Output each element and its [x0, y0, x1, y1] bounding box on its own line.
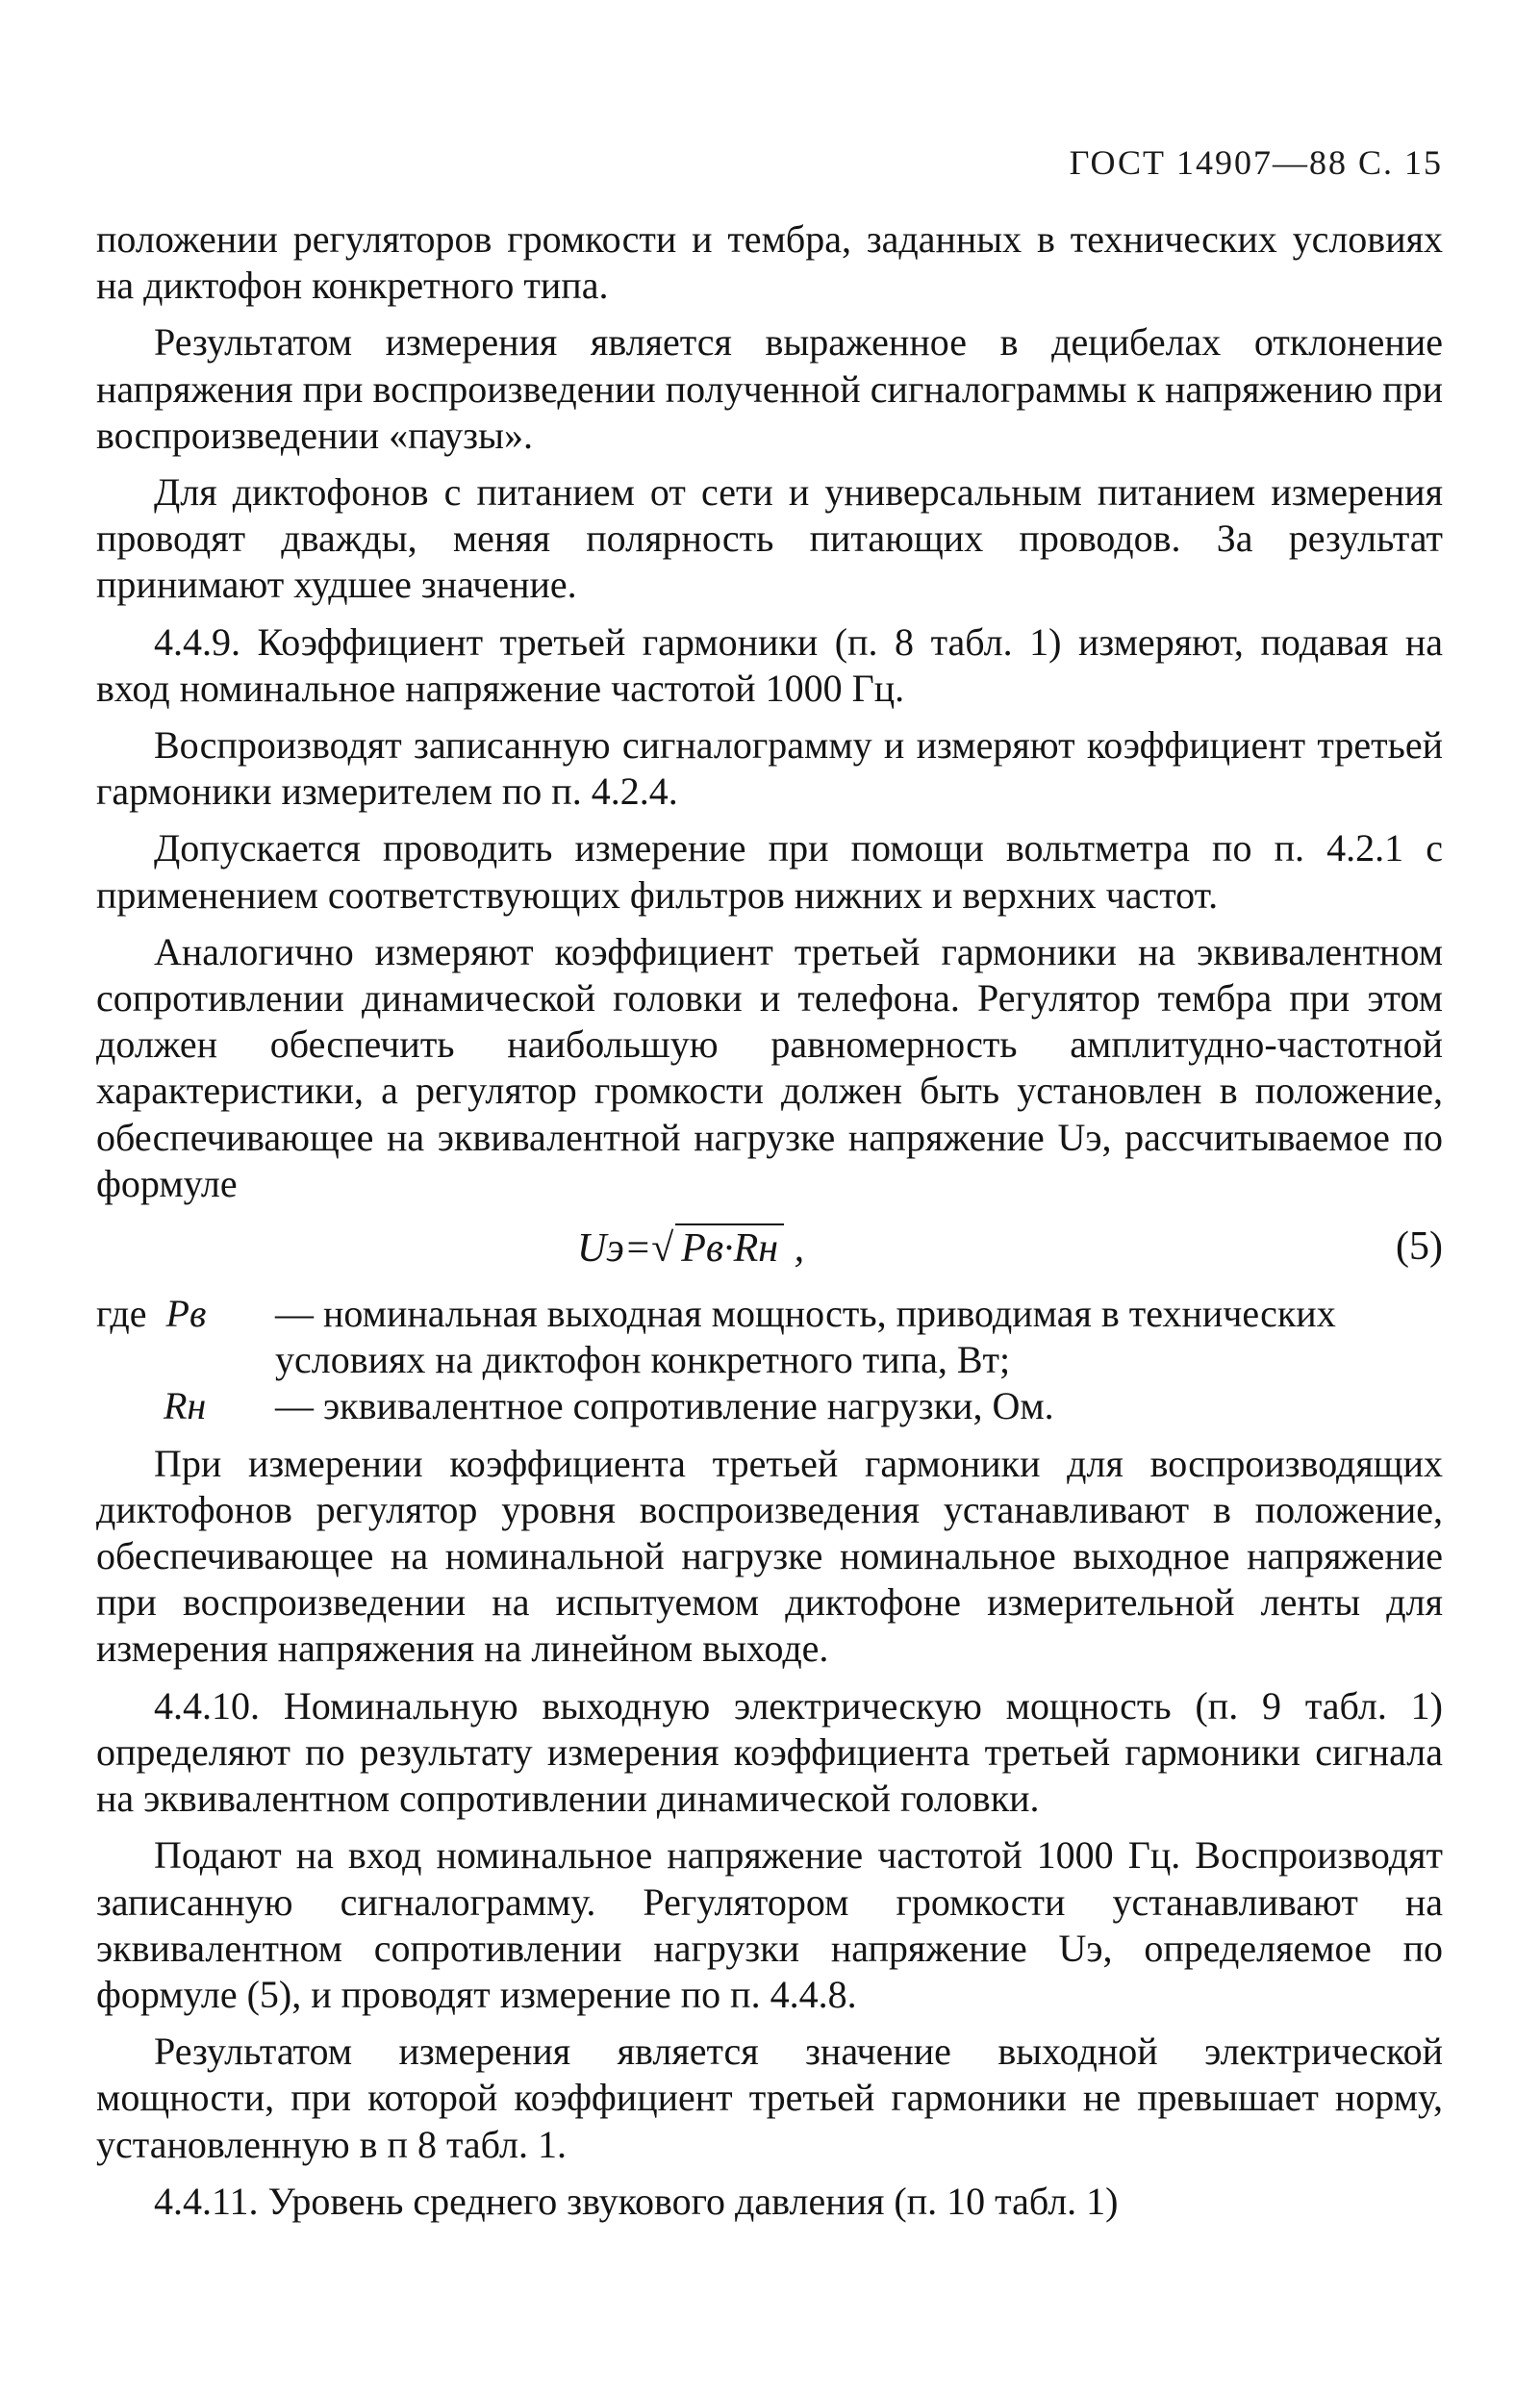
formula-expression — [577, 1223, 804, 1272]
where-definition: — номинальная выходная мощность, приводимая в технических условиях на диктофон конкретного типа, Вт; — [275, 1292, 1336, 1382]
formula-5 — [96, 1218, 1443, 1281]
sqrt-symbol: √ — [651, 1226, 674, 1272]
where-row — [96, 1383, 1443, 1429]
paragraph: Результатом измерения является выраженное в децибелах отклонение напряжения при воспроизведении полученной сигналограммы к напряжению при воспроизведении «паузы». — [96, 320, 1443, 457]
formula-lhs: Uэ — [577, 1226, 624, 1272]
where-lead: где — [96, 1292, 147, 1336]
where-symbol: Pв — [165, 1292, 207, 1336]
where-definition: — эквивалентное сопротивление нагрузки, Ом. — [275, 1384, 1054, 1428]
paragraph: При измерении коэффициента третьей гармоники для воспроизводящих диктофонов регулятор уровня воспроизведения устанавливают в положение, обеспечивающее на номинальной нагрузке номинальное выходное напряжение при воспроизведении на испытуемом диктофоне измерительной ленты для измерения напряжения на линейном выходе. — [96, 1441, 1443, 1671]
formula-tail: , — [794, 1226, 805, 1272]
paragraph: Допускается проводить измерение при помощи вольтметра по п. 4.2.1 с применением соответствующих фильтров нижних и верхних частот. — [96, 826, 1443, 917]
where-lead-cell — [96, 1291, 289, 1337]
paragraph: Воспроизводят записанную сигналограмму и измеряют коэффициент третьей гармоники измерителем по п. 4.2.4. — [96, 723, 1443, 814]
where-row — [96, 1291, 1443, 1383]
paragraph: положении регуляторов громкости и тембра, заданных в технических условиях на диктофон конкретного типа. — [96, 217, 1443, 308]
paragraph: Для диктофонов с питанием от сети и универсальным питанием измерения проводят дважды, меняя полярность питающих проводов. За результат принимают худшее значение. — [96, 470, 1443, 607]
document-body — [96, 216, 1443, 2235]
paragraph: Результатом измерения является значение выходной электрической мощности, при которой коэффициент третьей гармоники не превышает норму, установленную в п 8 табл. 1. — [96, 2030, 1443, 2166]
paragraph: 4.4.9. Коэффициент третьей гармоники (п. 8 табл. 1) измеряют, подавая на вход номинальное напряжение частотой 1000 Гц. — [96, 619, 1443, 710]
paragraph: Аналогично измеряют коэффициент третьей гармоники на эквивалентном сопротивлении динамической головки и телефона. Регулятор тембра при этом должен обеспечить наибольшую равномерность амплитудно-частотной характеристики, а регулятор громкости должен быть установлен в положение, обеспечивающее на эквивалентной нагрузке напряжение Uэ, рассчитываемое по формуле — [96, 929, 1443, 1205]
where-lead-cell — [96, 1383, 289, 1429]
formula-radicand: Pв·Rн — [675, 1223, 784, 1272]
paragraph: 4.4.10. Номинальную выходную электрическую мощность (п. 9 табл. 1) определяют по результату измерения коэффициента третьей гармоники сигнала на эквивалентном сопротивлении динамической головки. — [96, 1683, 1443, 1821]
formula-equals: = — [623, 1226, 652, 1272]
where-symbol: Rн — [164, 1384, 207, 1428]
formula-number: (5) — [1396, 1224, 1443, 1270]
paragraph: 4.4.11. Уровень среднего звукового давления (п. 10 табл. 1) — [154, 2179, 1119, 2223]
page-header: ГОСТ 14907—88 С. 15 — [1069, 143, 1443, 182]
paragraph: Подают на вход номинальное напряжение частотой 1000 Гц. Воспроизводят записанную сигналограмму. Регулятором громкости устанавливают на эквивалентном сопротивлении нагрузки напряжение Uэ, определяемое по формуле (5), и проводят измерение по п. 4.4.8. — [96, 1833, 1443, 2016]
